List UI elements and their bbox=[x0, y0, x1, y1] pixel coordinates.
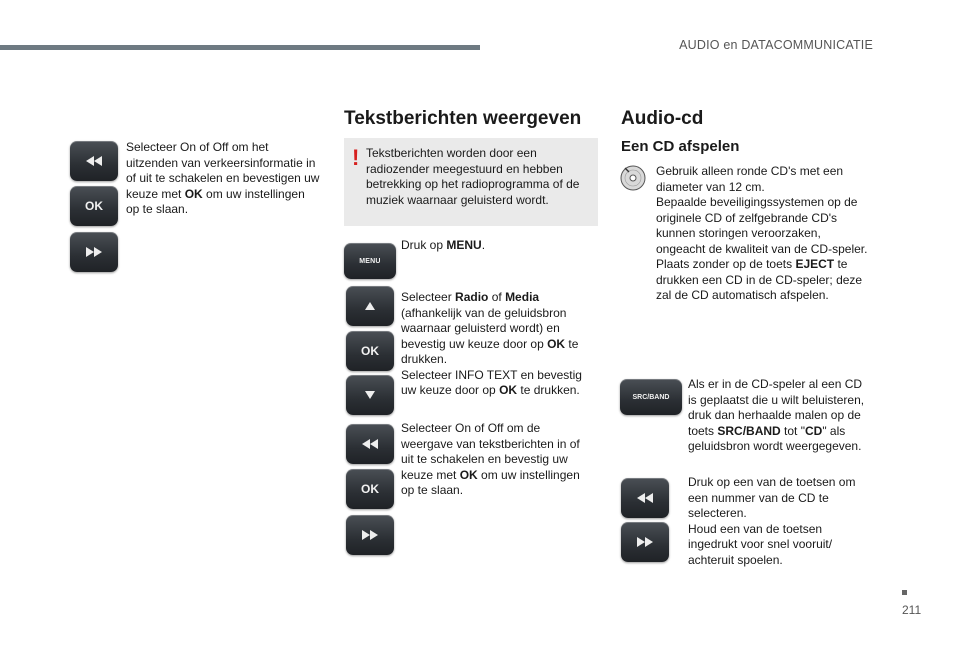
col1-text: Selecteer On of Off om het uitzenden van verkeersinformatie in of uit te schakelen en bevestigen uw keuze met OK om uw instellingen op te slaan. bbox=[126, 140, 320, 216]
menu-label: MENU bbox=[359, 257, 381, 265]
rewind-button[interactable] bbox=[70, 141, 118, 181]
arrow-up-icon bbox=[365, 302, 375, 310]
page-marker bbox=[902, 590, 907, 595]
rewind-icon bbox=[362, 439, 378, 449]
track-text: Druk op een van de toetsen om een nummer van de CD te selecteren. Houd een van de toetsen ingedrukt voor snel vooruit/ achteruit spoelen. bbox=[688, 475, 856, 567]
audio-cd-title: Audio-cd bbox=[621, 108, 704, 129]
ok-button-2[interactable] bbox=[346, 331, 394, 371]
cd-icon bbox=[620, 165, 646, 191]
step3-text: Selecteer On of Off om de weergave van tekstberichten in of uit te schakelen en bevestig uw keuze met OK om uw instellingen op te slaan. bbox=[401, 421, 580, 497]
forward-button-3[interactable] bbox=[621, 522, 669, 562]
ok-button-3[interactable] bbox=[346, 469, 394, 509]
forward-icon bbox=[86, 247, 102, 257]
forward-icon bbox=[362, 530, 378, 540]
cd-info-text: Gebruik alleen ronde CD's met een diameter van 12 cm. Bepaalde beveiligingssystemen op de originele CD of zelfgebrande CD's kunnen storingen veroorzaken, ongeacht de kwaliteit van de CD-speler. Plaats zonder op de toets EJECT te drukken een CD in de CD-speler; deze zal de CD automatisch afspelen. bbox=[656, 164, 868, 302]
forward-button[interactable] bbox=[70, 232, 118, 272]
up-button[interactable] bbox=[346, 286, 394, 326]
rewind-button-3[interactable] bbox=[621, 478, 669, 518]
page-number: 211 bbox=[902, 603, 922, 617]
ok-button[interactable] bbox=[70, 186, 118, 226]
menu-button[interactable] bbox=[344, 243, 396, 279]
step1-text: Druk op MENU. bbox=[401, 238, 486, 252]
ok-label: OK bbox=[85, 199, 103, 213]
rewind-icon bbox=[637, 493, 653, 503]
ok-label-2: OK bbox=[361, 344, 379, 358]
tekstberichten-title: Tekstberichten weergeven bbox=[344, 108, 582, 129]
down-button[interactable] bbox=[346, 375, 394, 415]
src-text: Als er in de CD-speler al een CD is geplaatst die u wilt beluisteren, druk dan herhaalde malen op de toets SRC/BAND tot "CD" als geluidsbron wordt weergegeven. bbox=[688, 377, 865, 453]
header-bar bbox=[0, 45, 480, 50]
step2-text: Selecteer Radio of Media (afhankelijk van de geluidsbron waarnaar geluisterd wordt) en bevestig uw keuze door op OK te drukken. Selecteer INFO TEXT en bevestig uw keuze door op OK te drukken. bbox=[401, 290, 582, 397]
src-band-label: SRC/BAND bbox=[632, 393, 670, 401]
rewind-icon bbox=[86, 156, 102, 166]
arrow-down-icon bbox=[365, 391, 375, 399]
rewind-button-2[interactable] bbox=[346, 424, 394, 464]
notice-text: Tekstberichten worden door een radiozender meegestuurd en hebben betrekking op het radioprogramma of de muziek waarnaar geluisterd wordt. bbox=[366, 146, 580, 207]
ok-label-3: OK bbox=[361, 482, 379, 496]
section-title: AUDIO en DATACOMMUNICATIE bbox=[679, 38, 873, 52]
warning-icon: ! bbox=[352, 145, 360, 170]
forward-icon bbox=[637, 537, 653, 547]
forward-button-2[interactable] bbox=[346, 515, 394, 555]
cd-afspelen-subtitle: Een CD afspelen bbox=[621, 138, 740, 155]
src-band-button[interactable] bbox=[620, 379, 682, 415]
